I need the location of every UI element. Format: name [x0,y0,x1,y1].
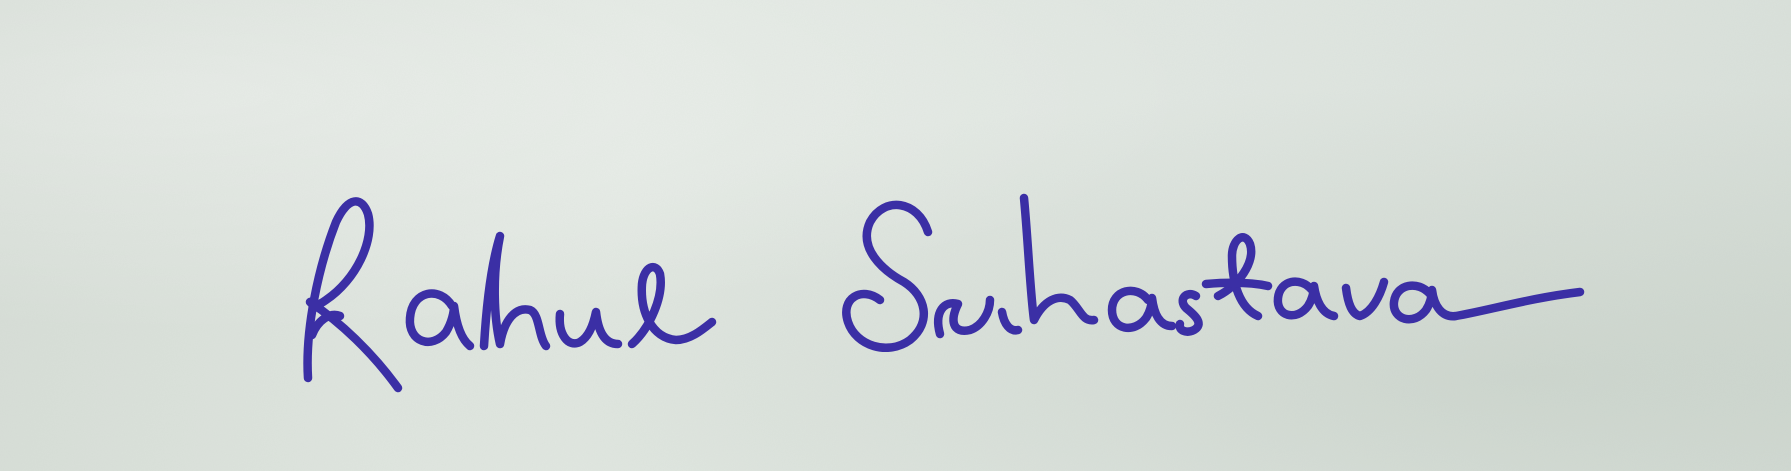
signature-word-srivastava [846,198,1580,348]
signature-word-rahul [308,201,712,388]
